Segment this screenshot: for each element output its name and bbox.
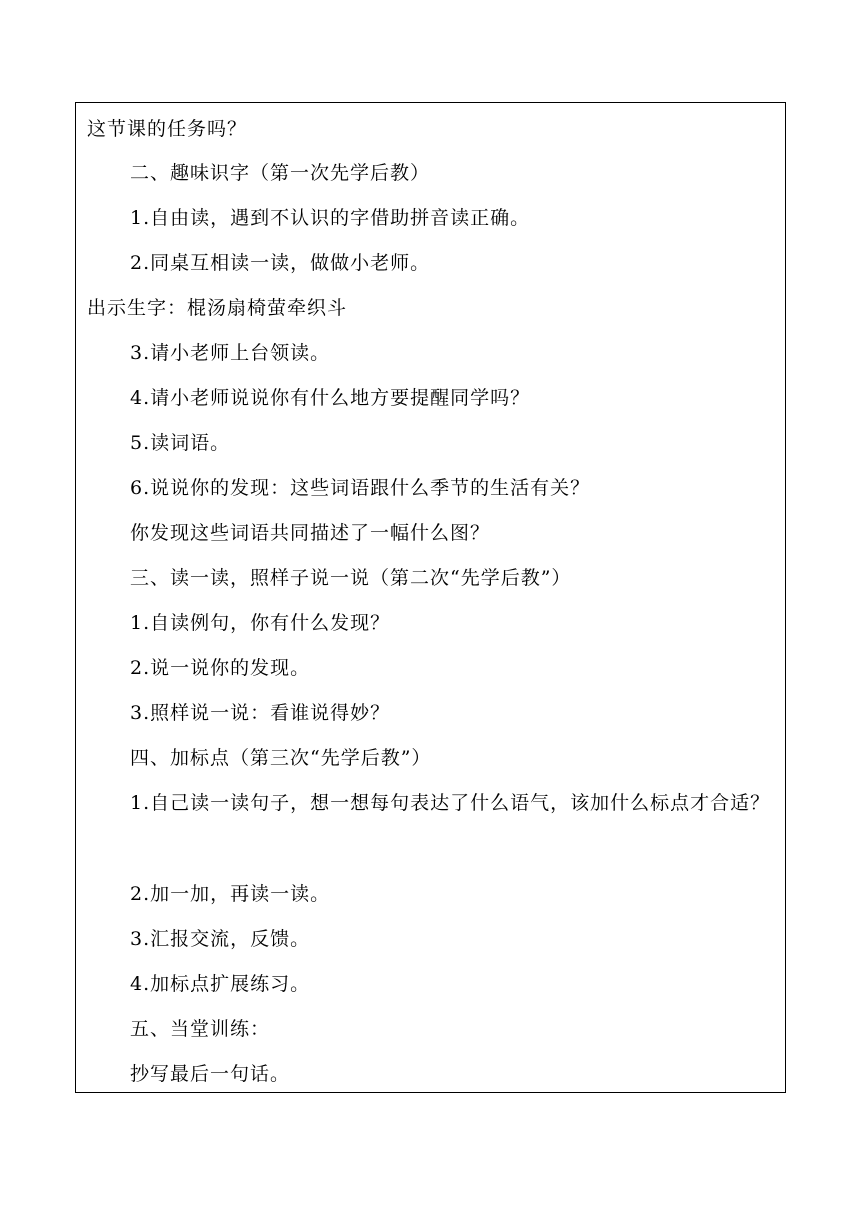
lesson-plan-table-cell — [75, 102, 786, 1093]
text-line: 4.请小老师说说你有什么地方要提醒同学吗？ — [130, 387, 531, 409]
text-line: 抄写最后一句话。 — [130, 1063, 291, 1085]
text-line: 2.加一加，再读一读。 — [130, 883, 331, 905]
text-line: 6.说说你的发现：这些词语跟什么季节的生活有关？ — [130, 477, 591, 499]
text-line: 这节课的任务吗？ — [87, 118, 248, 140]
text-line: 3.汇报交流，反馈。 — [130, 928, 311, 950]
text-line: 3.照样说一说：看谁说得妙？ — [130, 702, 391, 724]
text-line: 1.自由读，遇到不认识的字借助拼音读正确。 — [130, 207, 531, 229]
section-heading-2: 二、趣味识字（第一次先学后教） — [130, 162, 431, 184]
text-line: 1.自读例句，你有什么发现？ — [130, 612, 391, 634]
section-heading-4: 四、加标点（第三次“先学后教”） — [130, 747, 432, 769]
text-line: 4.加标点扩展练习。 — [130, 973, 311, 995]
text-line: 2.同桌互相读一读，做做小老师。 — [130, 252, 431, 274]
section-heading-5: 五、当堂训练： — [130, 1018, 271, 1040]
text-line: 你发现这些词语共同描述了一幅什么图？ — [130, 522, 491, 544]
wrapped-paragraph: 1.自己读一读句子，想一想每句表达了什么语气，该加什么标点才合适？ — [130, 792, 771, 814]
text-line: 出示生字：棍汤扇椅萤牵织斗 — [87, 297, 348, 319]
section-heading-3: 三、读一读，照样子说一说（第二次“先学后教”） — [130, 567, 572, 589]
text-line: 2.说一说你的发现。 — [130, 657, 311, 679]
text-line: 3.请小老师上台领读。 — [130, 342, 331, 364]
text-line: 5.读词语。 — [130, 432, 231, 454]
